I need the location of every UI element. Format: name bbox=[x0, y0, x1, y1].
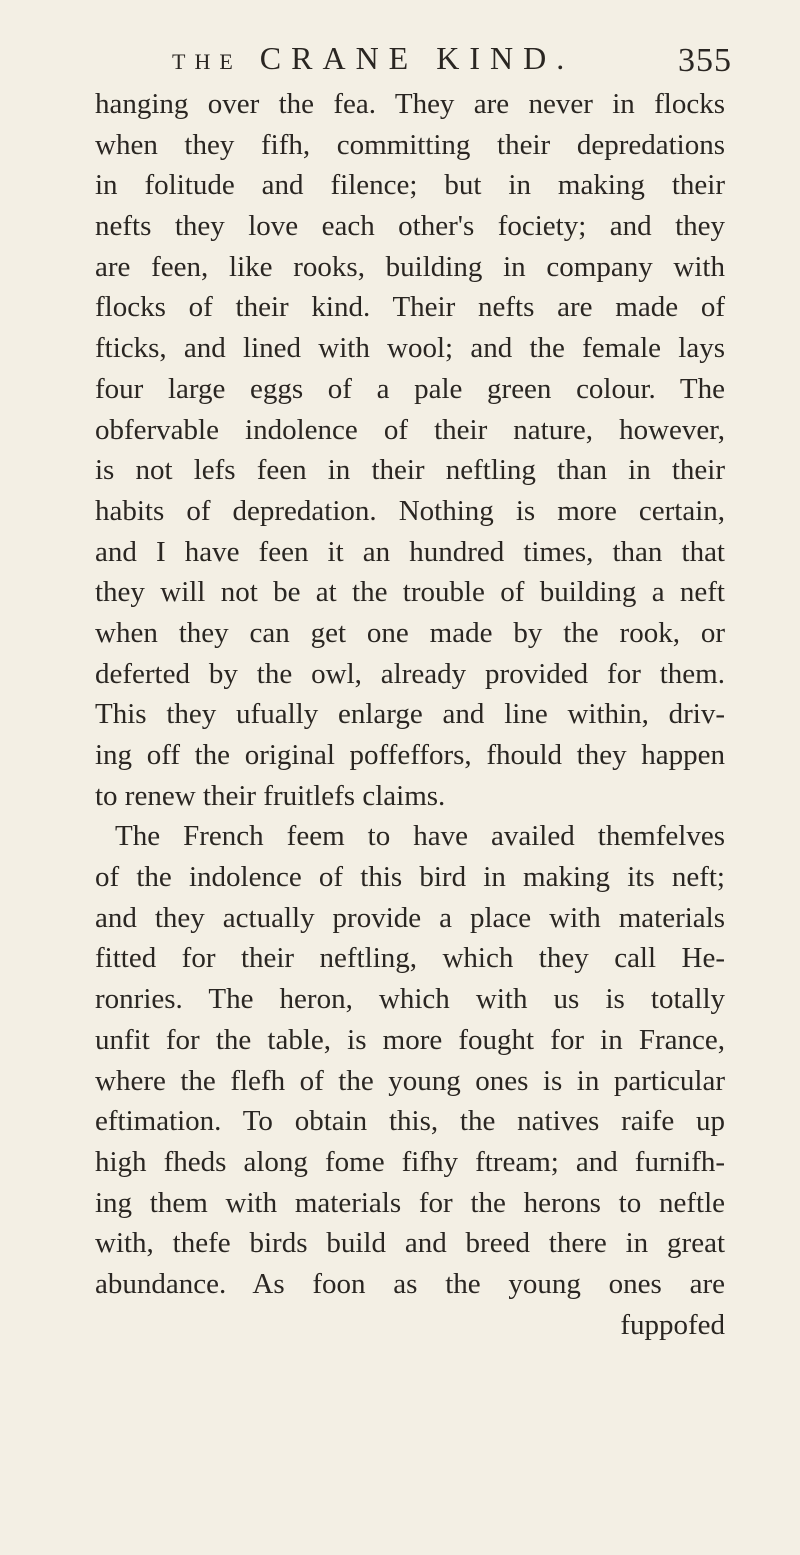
text-line: habits of depredation. Nothing is more certain, bbox=[95, 494, 725, 527]
text-line: where the flefh of the young ones is in particular bbox=[95, 1064, 725, 1097]
text-line: hanging over the fea. They are never in flocks bbox=[95, 88, 725, 120]
text-line: fticks, and lined with wool; and the female lays bbox=[95, 332, 725, 365]
text-line: and I have feen it an hundred times, than that bbox=[95, 535, 725, 568]
running-head-title bbox=[172, 40, 574, 77]
text-line-paragraph-end: to renew their fruitlefs claims. bbox=[95, 779, 446, 812]
text-line: eftimation. To obtain this, the natives raife up bbox=[95, 1105, 725, 1138]
text-line: and they actually provide a place with materials bbox=[95, 901, 725, 934]
text-line: ing off the original poffeffors, fhould they happen bbox=[95, 739, 725, 771]
text-line: flocks of their kind. Their nefts are made of bbox=[95, 291, 725, 324]
text-line: with, thefe birds build and breed there in great bbox=[95, 1227, 725, 1260]
text-line: obfervable indolence of their nature, however, bbox=[95, 413, 725, 446]
text-line: ronries. The heron, which with us is totally bbox=[95, 983, 725, 1016]
text-line: is not lefs feen in their neftling than in their bbox=[95, 454, 725, 487]
text-line: when they fifh, committing their depredations bbox=[95, 128, 725, 161]
text-line: high fheds along fome fifhy ftream; and furnifh- bbox=[95, 1145, 725, 1178]
text-line: are feen, like rooks, building in company with bbox=[95, 250, 725, 283]
catchword: fuppofed bbox=[620, 1308, 725, 1341]
body-text bbox=[95, 84, 725, 1345]
text-line: abundance. As foon as the young ones are bbox=[95, 1267, 725, 1300]
text-line: deferted by the owl, already provided for them. bbox=[95, 657, 725, 690]
text-line: fitted for their neftling, which they call He- bbox=[95, 942, 725, 975]
text-line: in folitude and filence; but in making their bbox=[95, 169, 725, 202]
running-head-prefix: THE bbox=[172, 49, 242, 74]
text-line: they will not be at the trouble of building a neft bbox=[95, 576, 725, 609]
text-line: when they can get one made by the rook, or bbox=[95, 616, 725, 649]
running-head-main: CRANE KIND. bbox=[259, 40, 575, 76]
text-line: ing them with materials for the herons to neftle bbox=[95, 1186, 725, 1219]
text-line: unfit for the table, is more fought for in France, bbox=[95, 1023, 725, 1056]
text-line: four large eggs of a pale green colour. The bbox=[95, 372, 725, 405]
page-number: 355 bbox=[678, 42, 732, 79]
text-line: This they ufually enlarge and line within, driv- bbox=[95, 698, 725, 731]
text-line: of the indolence of this bird in making its neft; bbox=[95, 861, 725, 894]
running-head bbox=[172, 40, 732, 90]
text-line: nefts they love each other's fociety; and they bbox=[95, 210, 725, 243]
text-line-paragraph-start: The French feem to have availed themfelves bbox=[115, 820, 725, 853]
